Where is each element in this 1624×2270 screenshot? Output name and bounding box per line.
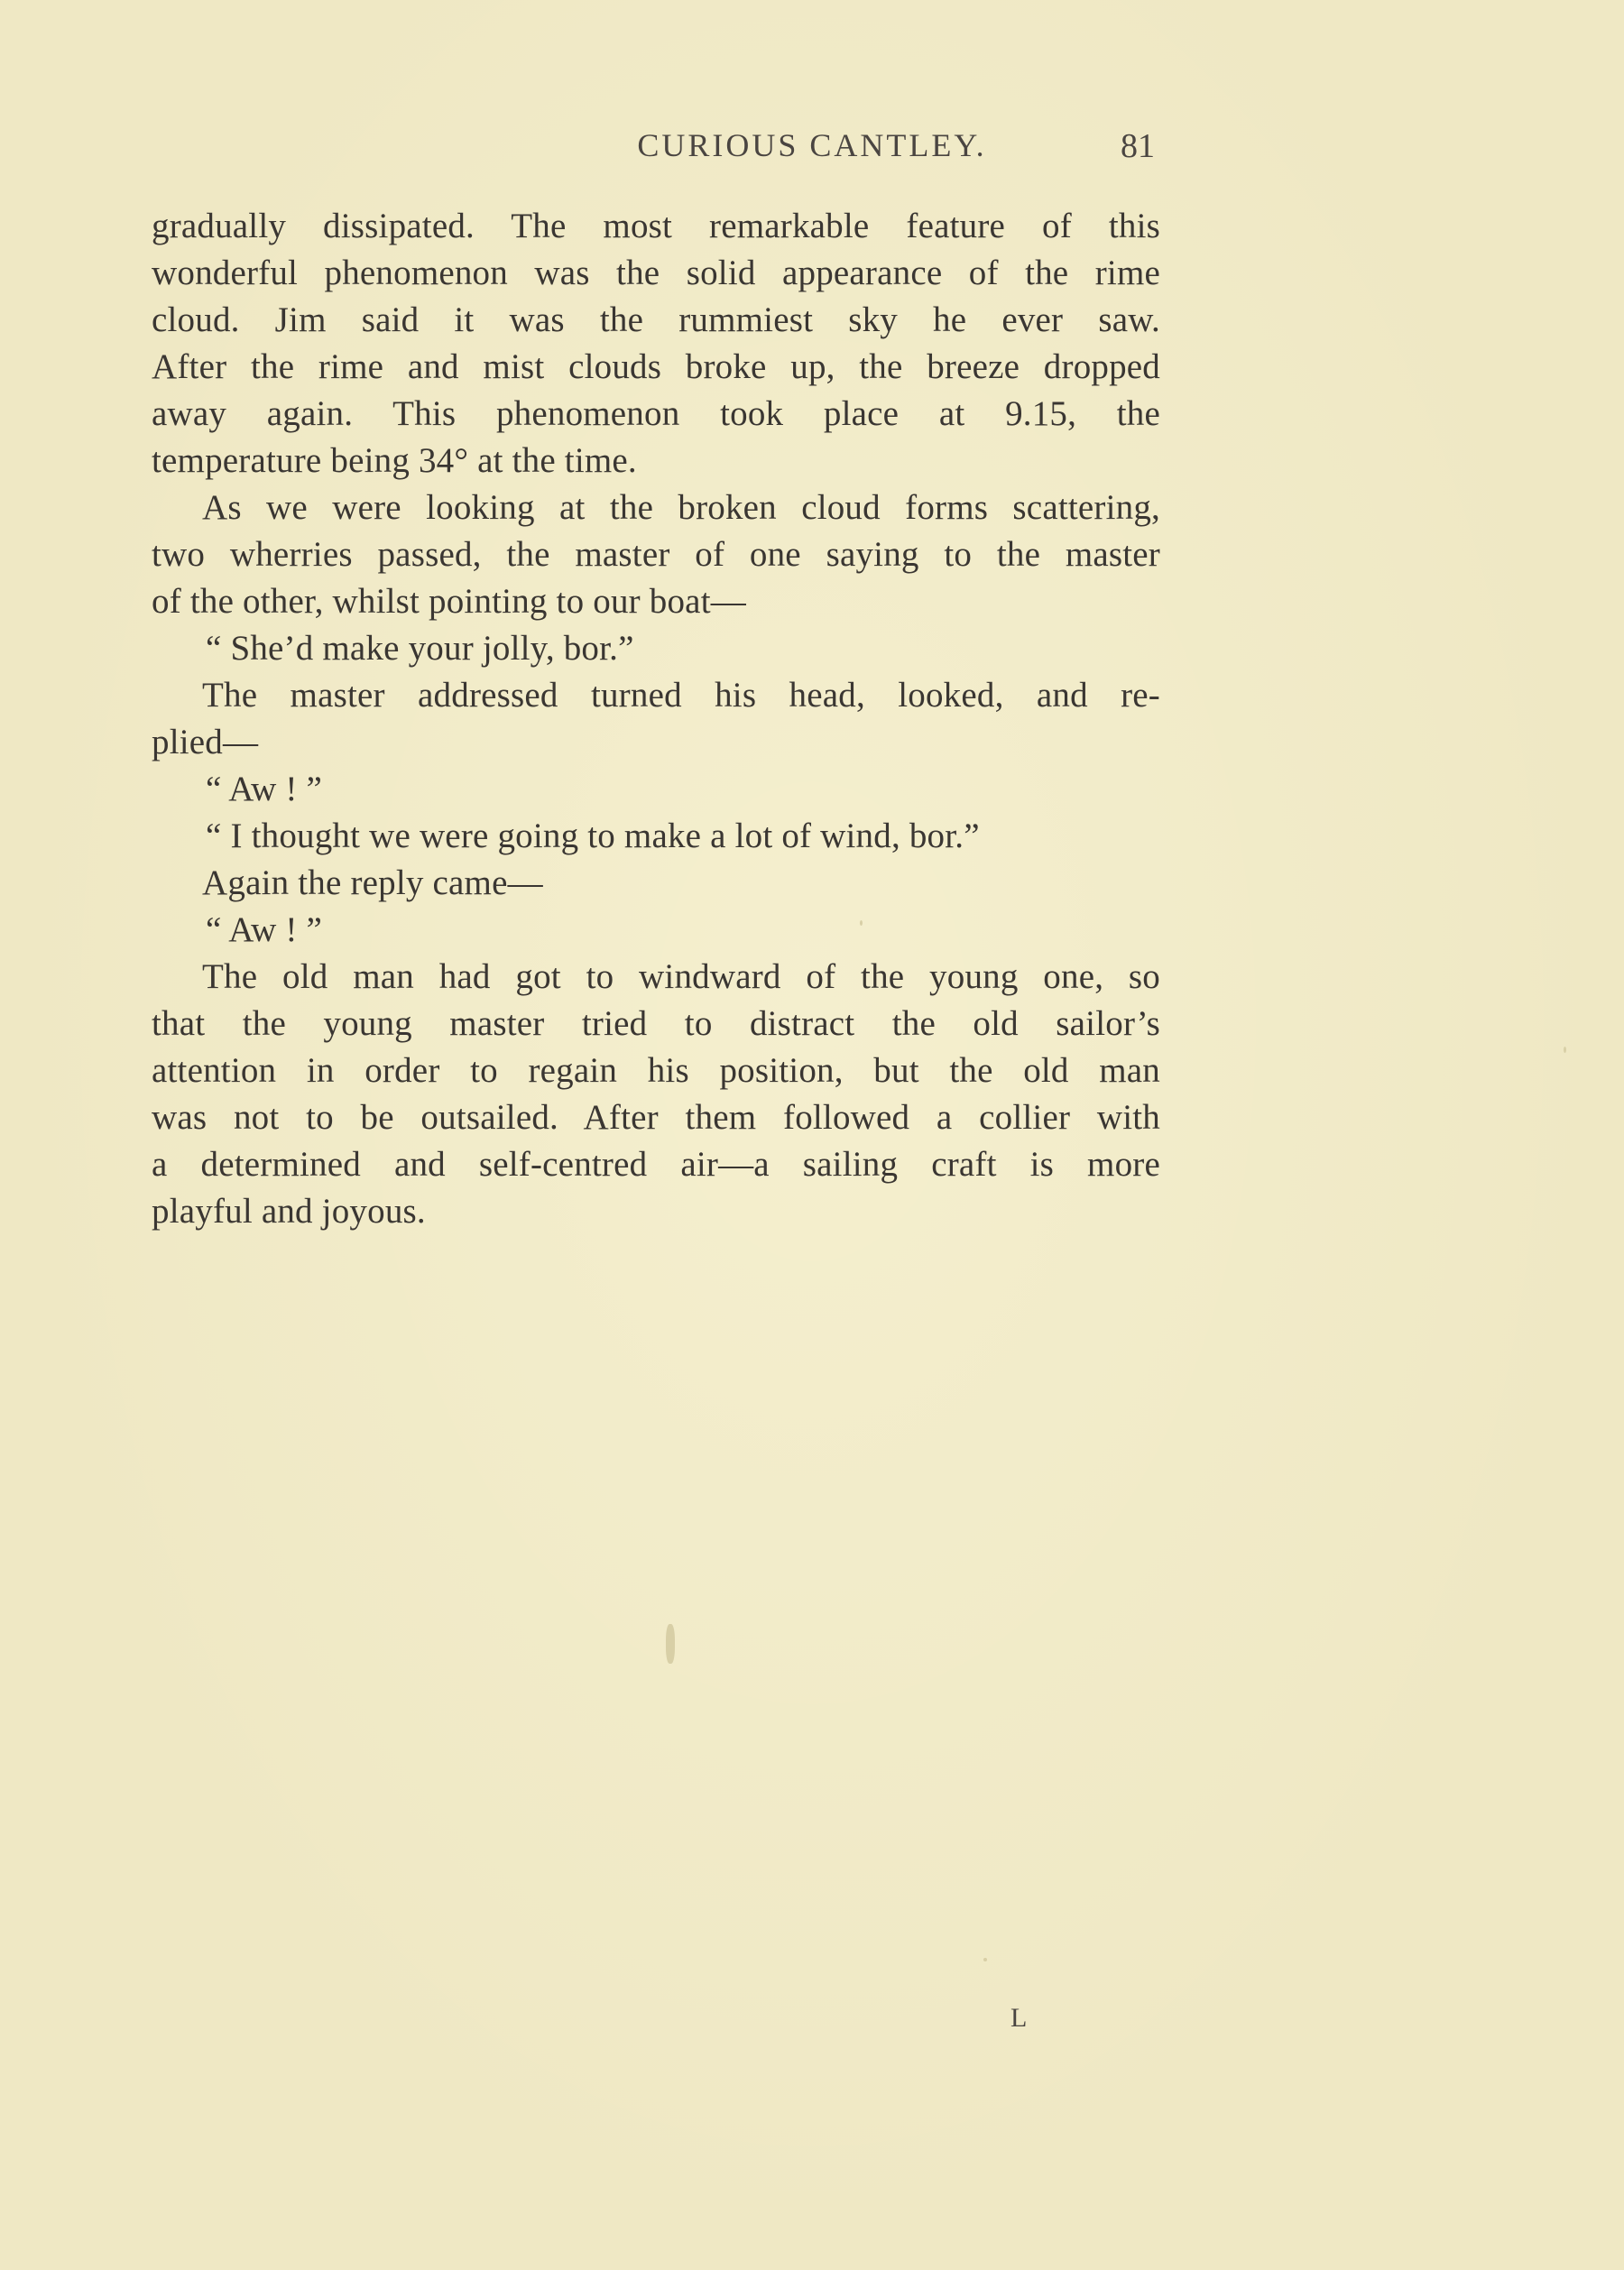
running-head: CURIOUS CANTLEY. [637,127,987,163]
body-text [152,203,1160,1235]
text-line: wonderful phenomenon was the solid appearance of the rime [152,254,1160,292]
page-number: 81 [1121,127,1155,165]
text-line: “ Aw ! ” [206,770,323,808]
text-line: away again. This phenomenon took place at 9.15, the [152,394,1160,433]
text-line: “ Aw ! ” [206,910,323,949]
text-line: attention in order to regain his position, but the old man [152,1051,1160,1090]
text-line: playful and joyous. [152,1192,426,1231]
text-line: of the other, whilst pointing to our boat— [152,582,746,621]
text-line: that the young master tried to distract the old sailor’s [152,1004,1160,1043]
text-line: temperature being 34° at the time. [152,441,637,480]
text-line: a determined and self-centred air—a sailing craft is more [152,1145,1160,1184]
paper-speck [666,1624,675,1664]
text-line: The master addressed turned his head, looked, and re- [202,676,1160,715]
text-line: The old man had got to windward of the young one, so [202,957,1160,996]
paper-speck [860,920,863,926]
signature-mark: L [1010,2003,1028,2033]
text-line: After the rime and mist clouds broke up, the breeze dropped [152,347,1160,386]
text-line: two wherries passed, the master of one saying to the master [152,535,1160,574]
text-line: “ She’d make your jolly, bor.” [206,629,634,668]
paper-speck [983,1958,987,1961]
text-line: “ I thought we were going to make a lot of wind, bor.” [206,817,980,855]
text-line: As we were looking at the broken cloud forms scattering, [202,488,1160,527]
text-line: plied— [152,723,259,761]
paper-speck [1564,1047,1566,1053]
text-line: Again the reply came— [202,863,543,902]
text-line: cloud. Jim said it was the rummiest sky he ever saw. [152,300,1160,339]
text-line: gradually dissipated. The most remarkable feature of this [152,207,1160,245]
text-line: was not to be outsailed. After them followed a collier with [152,1098,1160,1137]
